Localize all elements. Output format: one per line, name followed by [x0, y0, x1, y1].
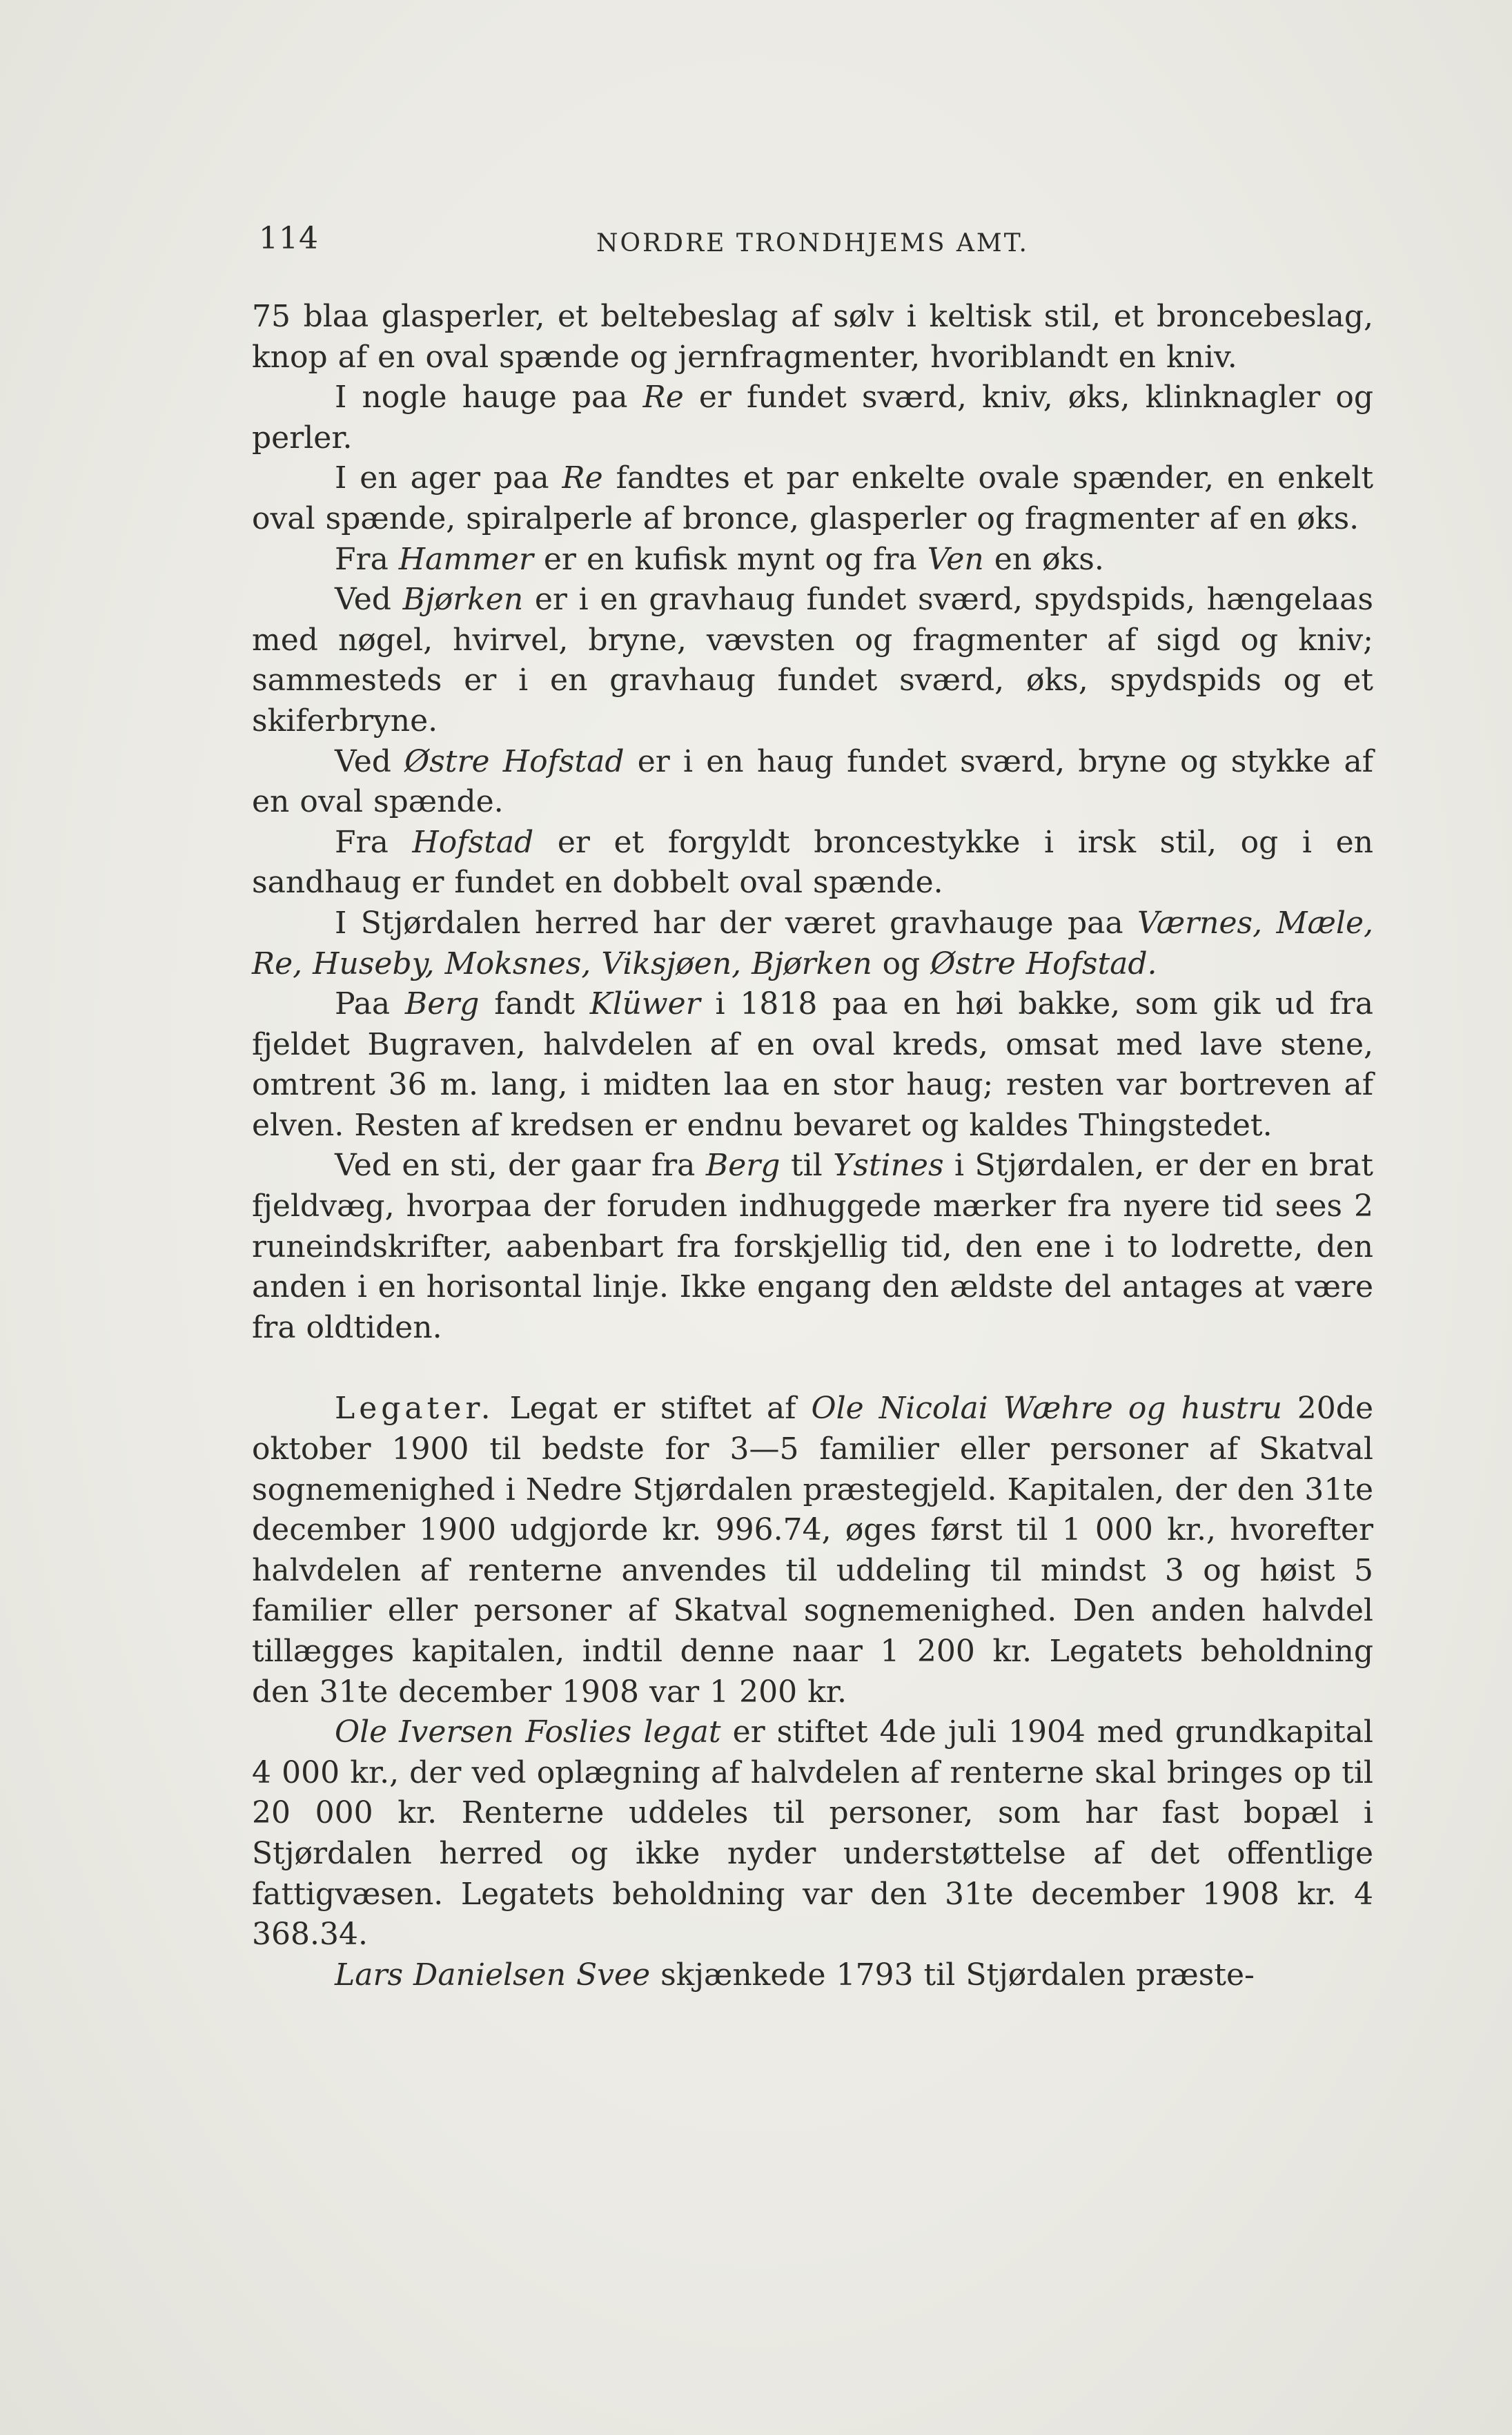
section-heading: Legater. — [335, 1391, 495, 1427]
text-run: er i en haug fundet sværd, bryne og stykke af en oval spænde. — [252, 743, 1373, 820]
paragraph-9 — [252, 984, 1373, 1146]
text-run: Ved — [335, 582, 403, 618]
italic-place-name: Re — [562, 460, 603, 496]
text-run: Legat er stiftet af — [494, 1391, 812, 1427]
text-run: fandtes et par enkelte ovale spænder, en enkelt oval spænde, spiralperle af bronce, glasperler og fragmenter af en øks. — [252, 460, 1374, 536]
text-run: en øks. — [983, 541, 1104, 577]
paragraph-4 — [252, 540, 1373, 580]
text-run: Ved en sti, der gaar fra — [335, 1148, 706, 1184]
text-run: er fundet sværd, kniv, øks, klinknagler og perler. — [252, 380, 1373, 456]
text-run: og — [872, 946, 931, 981]
text-run: er stiftet 4de juli 1904 med grundkapital 4 000 kr., der ved oplægning af halvdelen af renterne skal bringes op til 20 000 kr. Renterne uddeles til personer, som har fast bopæl i Stjørdalen herred og ikke nyder understøttelse af det offentlige fattigvæsen. Legatets beholdning var den 31te december 1908 kr. 4 368.34. — [252, 1714, 1373, 1953]
text-run: 20de oktober 1900 til bedste for 3—5 familier eller personer af Skatval sognemenighed i Nedre Stjørdalen præstegjeld. Kapitalen, der den 31te december 1900 udgjorde kr. 996.74, øges først til 1 000 kr., hvorefter halvdelen af renterne anvendes til uddeling til mindst 3 og høist 5 familier eller personer af Skatval sognemenighed. Den anden halvdel tillægges kapitalen, indtil denne naar 1 200 kr. Legatets beholdning den 31te december 1908 var 1 200 kr. — [252, 1391, 1373, 1710]
text-run: Ved — [335, 743, 405, 779]
text-run: til — [780, 1148, 834, 1184]
text-run: er i en gravhaug fundet sværd, spydspids, hængelaas med nøgel, hvirvel, bryne, vævsten og fragmenter af sigd og kniv; sammesteds er i en gravhaug fundet sværd, øks, spydspids og et skiferbryne. — [252, 582, 1373, 739]
text-run: Paa — [335, 986, 405, 1022]
italic-person-name: Ole Nicolai Wæhre og hustru — [811, 1391, 1282, 1427]
italic-legat-name: Ole Iversen Foslies legat — [335, 1714, 721, 1750]
italic-place-name: Østre Hofstad. — [930, 946, 1157, 981]
italic-place-name: Re — [642, 380, 684, 415]
page-number: 114 — [259, 221, 319, 256]
italic-place-name: Værnes, Mæle, Re, Huseby, Moksnes, Viksjøen, Bjørken — [252, 905, 1373, 981]
text-run: er en kufisk mynt og fra — [533, 541, 927, 577]
text-run: er et forgyldt broncestykke i irsk stil, og i en sandhaug er fundet en dobbelt oval spænde. — [252, 824, 1373, 901]
text-run: fandt — [479, 986, 590, 1022]
paragraph-legater — [252, 1389, 1373, 1712]
text-run: i Stjørdalen, er der en brat fjeldvæg, hvorpaa der foruden indhuggede mærker fra nyere tid sees 2 runeindskrifter, aabenbart fra forskjellig tid, den ene i to lodrette, den anden i en horisontal linje. Ikke engang den ældste del antages at være fra oldtiden. — [252, 1148, 1373, 1345]
paragraph-3 — [252, 458, 1373, 539]
italic-place-name: Østre Hofstad — [404, 743, 625, 779]
text-run: I en ager paa — [335, 460, 562, 496]
paragraph-8 — [252, 903, 1373, 984]
body-text — [252, 297, 1373, 1995]
paragraph-5 — [252, 580, 1373, 741]
text-run: I Stjørdalen herred har der været gravhauge paa — [335, 905, 1137, 941]
text-run: skjænkede 1793 til Stjørdalen præste- — [650, 1957, 1255, 1993]
page-header — [252, 221, 1373, 262]
italic-place-name: Bjørken — [402, 582, 524, 618]
paragraph-2 — [252, 378, 1373, 458]
paragraph-6 — [252, 742, 1373, 823]
italic-place-name: Berg — [705, 1148, 780, 1184]
italic-place-name: Hofstad — [412, 824, 534, 860]
text-run: Fra — [335, 541, 399, 577]
text-run: i 1818 paa en høi bakke, som gik ud fra fjeldet Bugraven, halvdelen af en oval kreds, omsat med lave stene, omtrent 36 m. lang, i midten laa en stor haug; resten var bortreven af elven. Resten af kredsen er endnu bevaret og kaldes Thingstedet. — [252, 986, 1373, 1143]
italic-person-name: Lars Danielsen Svee — [335, 1957, 651, 1993]
italic-place-name: Ystines — [833, 1148, 944, 1184]
italic-place-name: Berg — [404, 986, 480, 1022]
paragraph-svee — [252, 1955, 1373, 1996]
text-run: 75 blaa glasperler, et beltebeslag af sølv i keltisk stil, et broncebeslag, knop af en oval spænde og jernfragmenter, hvoriblandt en kniv. — [252, 299, 1373, 375]
italic-place-name: Hammer — [398, 541, 533, 577]
text-run: I nogle hauge paa — [335, 380, 643, 415]
italic-person-name: Klüwer — [589, 986, 700, 1022]
running-head: NORDRE TRONDHJEMS AMT. — [596, 229, 1029, 257]
paragraph-1 — [252, 297, 1373, 378]
paragraph-foslie-legat — [252, 1712, 1373, 1955]
text-run: Fra — [335, 824, 413, 860]
italic-place-name: Ven — [927, 541, 984, 577]
paragraph-10 — [252, 1146, 1373, 1348]
paragraph-7 — [252, 823, 1373, 903]
